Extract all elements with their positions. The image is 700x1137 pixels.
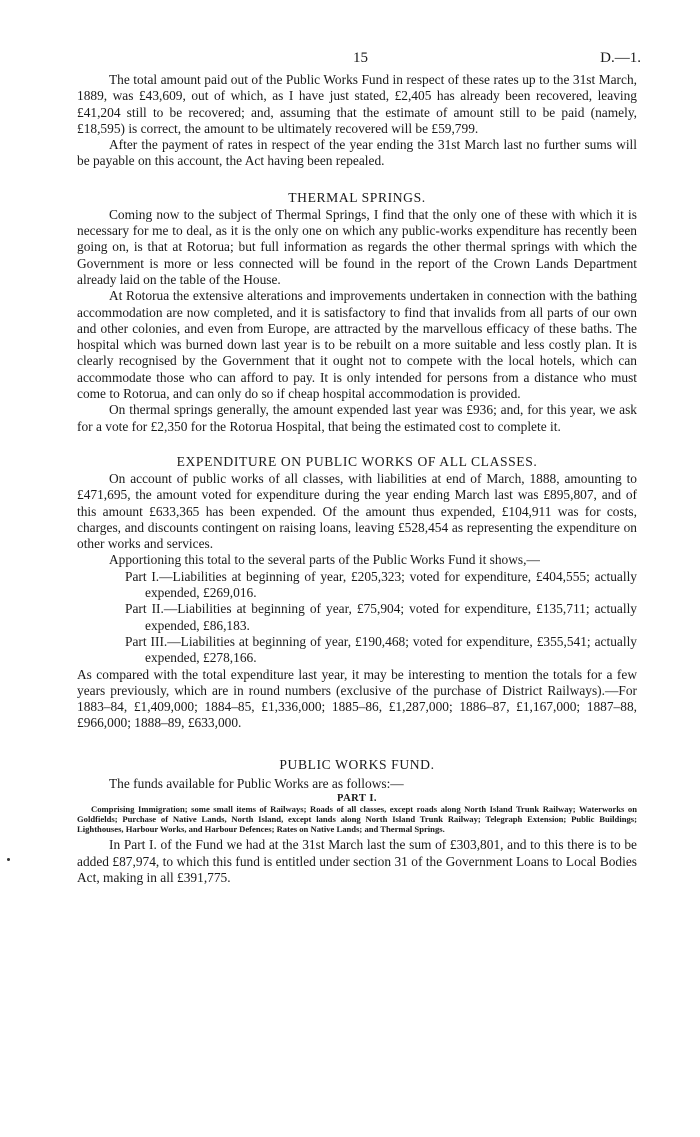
page-number: 15 bbox=[353, 50, 368, 66]
paragraph: After the payment of rates in respect of the year ending the 31st March last no further sums will be payable on this account, the Act having been repealed. bbox=[77, 137, 637, 169]
page-header bbox=[77, 50, 641, 72]
paragraph: In Part I. of the Fund we had at the 31st March last the sum of £303,801, and to this there is to be added £87,974, to which this fund is entitled under section 31 of the Government Loans to Local Bodies Act, making in all £391,775. bbox=[77, 837, 637, 885]
part-item: Part II.—Liabilities at beginning of year, £75,904; voted for expenditure, £135,711; actually expended, £86,183. bbox=[125, 601, 637, 633]
margin-mark bbox=[7, 858, 10, 861]
part-label: PART I. bbox=[336, 792, 378, 804]
document-page bbox=[77, 50, 641, 886]
paragraph: On thermal springs generally, the amount expended last year was £936; and, for this year, we ask for a vote for £2,350 for the Rotorua Hospital, that being the estimated cost to complete it. bbox=[77, 402, 637, 434]
paragraph: The total amount paid out of the Public Works Fund in respect of these rates up to the 31st March, 1889, was £43,609, out of which, as I have just stated, £2,405 has already been recovered, leaving £41,204 still to be recovered; and, assuming that the estimate of amount still to be paid (namely, £18,595) is correct, the amount to be ultimately recovered will be £59,799. bbox=[77, 72, 637, 136]
section-heading-thermal: THERMAL SPRINGS. bbox=[288, 189, 426, 205]
paragraph: Coming now to the subject of Thermal Springs, I find that the only one of these with which it is necessary for me to deal, as it is the only one on which any public-works expenditure has recently been going on, is that at Rotorua; but full information as regards the other thermal springs with which the Government is more or less connected will be found in the report of the Crown Lands Department already laid on the table of the House. bbox=[77, 206, 637, 287]
paragraph: As compared with the total expenditure last year, it may be interesting to mention the totals for a few years previously, which are in round numbers (exclusive of the purchase of District Railways).—For 1883–84, £1,409,000; 1884–85, £1,336,000; 1885–86, £1,287,000; 1886–87, £1,167,000; 1887–88, £966,000; 1888–89, £633,000. bbox=[77, 666, 637, 731]
paragraph: At Rotorua the extensive alterations and improvements undertaken in connection with the bathing accommodation are now completed, and it is satisfactory to find that invalids from all parts of our own and other colonies, and even from Europe, are attracted by the marvellous efficacy of these baths. The hospital which was burned down last year is to be rebuilt on a more suitable and less costly plan. It is clearly recognised by the Government that it ought not to compete with the local hotels, which can accommodate those who can afford to pay. It is only intended for persons from a distance who must come to Rotorua, and can only do so if cheap hospital accommodation is provided. bbox=[77, 288, 637, 402]
section-heading-expenditure: EXPENDITURE ON PUBLIC WORKS OF ALL CLASSES. bbox=[176, 453, 538, 469]
part-description: Comprising Immigration; some small items of Railways; Roads of all classes, except roads along North Island Trunk Railway; Waterworks on Goldfields; Purchase of Native Lands, North Island, except lands along North Island Trunk Railway; Telegraph Extension; Public Buildings; Lighthouses, Harbour Works, and Harbour Defences; Rates on Native Lands; and Thermal Springs. bbox=[77, 803, 637, 834]
part-item: Part I.—Liabilities at beginning of year, £205,323; voted for expenditure, £404,555; actually expended, £269,016. bbox=[125, 568, 637, 601]
paragraph: On account of public works of all classes, with liabilities at end of March, 1888, amounting to £471,695, the amount voted for expenditure during the year ending March last was £895,807, and of this amount £633,365 has been expended. Of the amount thus expended, £104,911 was for costs, charges, and discounts contingent on raising loans, leaving £528,454 as representing the expenditure on other works and services. bbox=[77, 470, 637, 552]
paragraph: Apportioning this total to the several parts of the Public Works Fund it shows,— bbox=[109, 552, 540, 568]
document-reference: D.—1. bbox=[600, 50, 641, 66]
paragraph: The funds available for Public Works are as follows:— bbox=[109, 775, 404, 791]
part-item: Part III.—Liabilities at beginning of year, £190,468; voted for expenditure, £355,541; actually expended, £278,166. bbox=[125, 633, 637, 666]
section-heading-fund: PUBLIC WORKS FUND. bbox=[279, 756, 435, 772]
